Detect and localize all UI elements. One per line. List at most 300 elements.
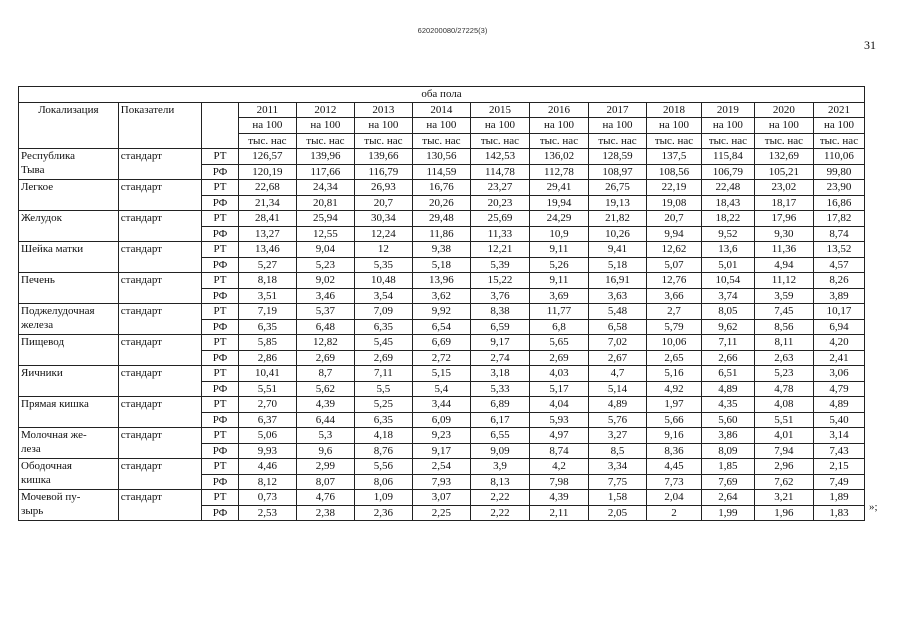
value-cell: 10,41 — [238, 366, 296, 382]
localization-line1: Легкое — [21, 181, 54, 193]
value-cell: 5,5 — [354, 381, 412, 397]
value-cell: 29,41 — [529, 180, 588, 196]
value-cell: 3,86 — [701, 428, 754, 444]
value-cell: 3,76 — [470, 288, 529, 304]
value-cell: 10,48 — [354, 273, 412, 289]
value-cell: 1,96 — [754, 505, 813, 521]
value-cell: 5,85 — [238, 335, 296, 351]
table-row — [19, 242, 865, 258]
value-cell: 9,17 — [412, 443, 470, 459]
region-code-rt: РТ — [202, 273, 239, 289]
unit-label: на 100 — [412, 118, 470, 134]
value-cell: 7,11 — [701, 335, 754, 351]
value-cell: 112,78 — [529, 164, 588, 180]
value-cell: 8,5 — [588, 443, 646, 459]
value-cell: 28,41 — [238, 211, 296, 227]
value-cell: 25,94 — [296, 211, 354, 227]
value-cell: 5,39 — [470, 257, 529, 273]
value-cell: 2,63 — [754, 350, 813, 366]
value-cell: 8,38 — [470, 304, 529, 320]
value-cell: 25,69 — [470, 211, 529, 227]
unit-label: тыс. нас — [529, 133, 588, 149]
localization-line2: зырь — [21, 505, 44, 517]
unit-label: на 100 — [296, 118, 354, 134]
value-cell: 9,38 — [412, 242, 470, 258]
value-cell: 6,59 — [470, 319, 529, 335]
value-cell: 6,8 — [529, 319, 588, 335]
region-code-rt: РТ — [202, 242, 239, 258]
value-cell: 4,04 — [529, 397, 588, 413]
region-code-rt: РТ — [202, 304, 239, 320]
value-cell: 5,3 — [296, 428, 354, 444]
value-cell: 2,11 — [529, 505, 588, 521]
indicator-cell: стандарт — [118, 242, 201, 273]
value-cell: 2,96 — [754, 459, 813, 475]
region-code-rt: РТ — [202, 490, 239, 506]
region-code-rf: РФ — [202, 381, 239, 397]
value-cell: 1,85 — [701, 459, 754, 475]
value-cell: 117,66 — [296, 164, 354, 180]
localization-line1: Желудок — [21, 212, 62, 224]
value-cell: 12,62 — [647, 242, 702, 258]
value-cell: 9,52 — [701, 226, 754, 242]
value-cell: 5,06 — [238, 428, 296, 444]
value-cell: 6,48 — [296, 319, 354, 335]
col-header-region — [202, 102, 239, 149]
table-row — [19, 335, 865, 351]
value-cell: 16,86 — [813, 195, 864, 211]
value-cell: 5,79 — [647, 319, 702, 335]
value-cell: 4,18 — [354, 428, 412, 444]
value-cell: 115,84 — [701, 149, 754, 165]
value-cell: 8,26 — [813, 273, 864, 289]
unit-label: тыс. нас — [296, 133, 354, 149]
value-cell: 4,89 — [588, 397, 646, 413]
value-cell: 30,34 — [354, 211, 412, 227]
table-row — [19, 304, 865, 320]
unit-label: на 100 — [238, 118, 296, 134]
value-cell: 6,09 — [412, 412, 470, 428]
value-cell: 137,5 — [647, 149, 702, 165]
value-cell: 3,51 — [238, 288, 296, 304]
value-cell: 5,35 — [354, 257, 412, 273]
value-cell: 9,16 — [647, 428, 702, 444]
value-cell: 7,02 — [588, 335, 646, 351]
value-cell: 13,52 — [813, 242, 864, 258]
value-cell: 2,54 — [412, 459, 470, 475]
value-cell: 3,54 — [354, 288, 412, 304]
value-cell: 7,73 — [647, 474, 702, 490]
value-cell: 11,36 — [754, 242, 813, 258]
unit-label: тыс. нас — [754, 133, 813, 149]
value-cell: 5,56 — [354, 459, 412, 475]
region-code-rf: РФ — [202, 505, 239, 521]
value-cell: 6,55 — [470, 428, 529, 444]
unit-label: тыс. нас — [813, 133, 864, 149]
value-cell: 9,17 — [470, 335, 529, 351]
value-cell: 11,33 — [470, 226, 529, 242]
value-cell: 120,19 — [238, 164, 296, 180]
value-cell: 3,62 — [412, 288, 470, 304]
value-cell: 5,27 — [238, 257, 296, 273]
value-cell: 23,27 — [470, 180, 529, 196]
value-cell: 8,18 — [238, 273, 296, 289]
unit-label: тыс. нас — [647, 133, 702, 149]
value-cell: 2,69 — [354, 350, 412, 366]
value-cell: 9,02 — [296, 273, 354, 289]
value-cell: 13,27 — [238, 226, 296, 242]
value-cell: 8,06 — [354, 474, 412, 490]
localization-line1: Молочная же- — [21, 429, 87, 441]
value-cell: 20,7 — [354, 195, 412, 211]
value-cell: 11,12 — [754, 273, 813, 289]
value-cell: 12 — [354, 242, 412, 258]
value-cell: 126,57 — [238, 149, 296, 165]
region-code-rf: РФ — [202, 164, 239, 180]
value-cell: 20,81 — [296, 195, 354, 211]
value-cell: 0,73 — [238, 490, 296, 506]
value-cell: 8,76 — [354, 443, 412, 459]
value-cell: 15,22 — [470, 273, 529, 289]
value-cell: 19,94 — [529, 195, 588, 211]
value-cell: 7,75 — [588, 474, 646, 490]
value-cell: 4,03 — [529, 366, 588, 382]
indicator-cell: стандарт — [118, 428, 201, 459]
value-cell: 7,49 — [813, 474, 864, 490]
localization-cell — [19, 149, 119, 180]
localization-line1: Ободочная — [21, 460, 72, 472]
value-cell: 4,01 — [754, 428, 813, 444]
localization-line1: Мочевой пу- — [21, 491, 81, 503]
indicator-cell: стандарт — [118, 459, 201, 490]
value-cell: 16,91 — [588, 273, 646, 289]
region-code-rt: РТ — [202, 149, 239, 165]
value-cell: 5,93 — [529, 412, 588, 428]
value-cell: 21,34 — [238, 195, 296, 211]
localization-cell — [19, 459, 119, 490]
value-cell: 22,19 — [647, 180, 702, 196]
value-cell: 21,82 — [588, 211, 646, 227]
region-code-rf: РФ — [202, 226, 239, 242]
table-row — [19, 273, 865, 289]
year-header: 2016 — [529, 102, 588, 118]
value-cell: 2 — [647, 505, 702, 521]
value-cell: 2,65 — [647, 350, 702, 366]
value-cell: 3,34 — [588, 459, 646, 475]
document-id: 620200080/27225(3) — [417, 26, 488, 35]
indicator-cell: стандарт — [118, 180, 201, 211]
value-cell: 9,41 — [588, 242, 646, 258]
value-cell: 22,68 — [238, 180, 296, 196]
value-cell: 23,90 — [813, 180, 864, 196]
value-cell: 9,04 — [296, 242, 354, 258]
indicator-cell: стандарт — [118, 490, 201, 521]
region-code-rt: РТ — [202, 335, 239, 351]
value-cell: 5,62 — [296, 381, 354, 397]
value-cell: 7,94 — [754, 443, 813, 459]
value-cell: 8,74 — [813, 226, 864, 242]
value-cell: 18,22 — [701, 211, 754, 227]
value-cell: 8,11 — [754, 335, 813, 351]
value-cell: 108,97 — [588, 164, 646, 180]
value-cell: 110,06 — [813, 149, 864, 165]
value-cell: 6,89 — [470, 397, 529, 413]
unit-label: на 100 — [701, 118, 754, 134]
value-cell: 4,78 — [754, 381, 813, 397]
value-cell: 13,6 — [701, 242, 754, 258]
value-cell: 4,79 — [813, 381, 864, 397]
page-number: 31 — [864, 38, 876, 52]
localization-cell — [19, 242, 119, 273]
unit-label: на 100 — [354, 118, 412, 134]
year-header: 2011 — [238, 102, 296, 118]
value-cell: 5,18 — [588, 257, 646, 273]
value-cell: 5,17 — [529, 381, 588, 397]
value-cell: 3,44 — [412, 397, 470, 413]
value-cell: 4,94 — [754, 257, 813, 273]
table-row — [19, 366, 865, 382]
value-cell: 1,83 — [813, 505, 864, 521]
unit-label: на 100 — [470, 118, 529, 134]
value-cell: 26,93 — [354, 180, 412, 196]
value-cell: 12,55 — [296, 226, 354, 242]
value-cell: 20,26 — [412, 195, 470, 211]
unit-label: тыс. нас — [470, 133, 529, 149]
region-code-rt: РТ — [202, 211, 239, 227]
value-cell: 5,26 — [529, 257, 588, 273]
value-cell: 7,98 — [529, 474, 588, 490]
value-cell: 9,30 — [754, 226, 813, 242]
value-cell: 5,76 — [588, 412, 646, 428]
value-cell: 1,58 — [588, 490, 646, 506]
localization-line2: Тыва — [21, 164, 45, 176]
value-cell: 8,09 — [701, 443, 754, 459]
region-code-rf: РФ — [202, 443, 239, 459]
closing-quote: »; — [869, 501, 878, 513]
value-cell: 6,17 — [470, 412, 529, 428]
localization-cell — [19, 428, 119, 459]
value-cell: 9,09 — [470, 443, 529, 459]
value-cell: 105,21 — [754, 164, 813, 180]
unit-label: тыс. нас — [588, 133, 646, 149]
value-cell: 3,59 — [754, 288, 813, 304]
value-cell: 136,02 — [529, 149, 588, 165]
indicator-cell: стандарт — [118, 335, 201, 366]
value-cell: 10,9 — [529, 226, 588, 242]
year-header: 2020 — [754, 102, 813, 118]
value-cell: 8,7 — [296, 366, 354, 382]
value-cell: 5,07 — [647, 257, 702, 273]
value-cell: 1,99 — [701, 505, 754, 521]
indicator-cell: стандарт — [118, 304, 201, 335]
value-cell: 20,7 — [647, 211, 702, 227]
localization-cell — [19, 211, 119, 242]
value-cell: 139,66 — [354, 149, 412, 165]
unit-label: на 100 — [754, 118, 813, 134]
value-cell: 6,69 — [412, 335, 470, 351]
year-header: 2015 — [470, 102, 529, 118]
indicator-cell: стандарт — [118, 366, 201, 397]
localization-cell — [19, 304, 119, 335]
region-code-rf: РФ — [202, 319, 239, 335]
value-cell: 2,22 — [470, 490, 529, 506]
value-cell: 10,06 — [647, 335, 702, 351]
value-cell: 5,23 — [754, 366, 813, 382]
value-cell: 2,7 — [647, 304, 702, 320]
value-cell: 3,69 — [529, 288, 588, 304]
value-cell: 17,96 — [754, 211, 813, 227]
table-row — [19, 149, 865, 165]
value-cell: 26,75 — [588, 180, 646, 196]
value-cell: 3,66 — [647, 288, 702, 304]
table-row — [19, 211, 865, 227]
year-header: 2021 — [813, 102, 864, 118]
value-cell: 4,46 — [238, 459, 296, 475]
value-cell: 130,56 — [412, 149, 470, 165]
value-cell: 6,94 — [813, 319, 864, 335]
value-cell: 5,15 — [412, 366, 470, 382]
value-cell: 2,70 — [238, 397, 296, 413]
value-cell: 5,48 — [588, 304, 646, 320]
value-cell: 5,23 — [296, 257, 354, 273]
value-cell: 5,37 — [296, 304, 354, 320]
value-cell: 22,48 — [701, 180, 754, 196]
value-cell: 7,62 — [754, 474, 813, 490]
value-cell: 9,11 — [529, 242, 588, 258]
value-cell: 9,11 — [529, 273, 588, 289]
unit-label: тыс. нас — [412, 133, 470, 149]
localization-line2: леза — [21, 443, 41, 455]
value-cell: 2,53 — [238, 505, 296, 521]
value-cell: 2,25 — [412, 505, 470, 521]
value-cell: 8,74 — [529, 443, 588, 459]
value-cell: 128,59 — [588, 149, 646, 165]
value-cell: 4,45 — [647, 459, 702, 475]
localization-line1: Прямая кишка — [21, 398, 89, 410]
value-cell: 7,09 — [354, 304, 412, 320]
value-cell: 3,27 — [588, 428, 646, 444]
value-cell: 5,51 — [238, 381, 296, 397]
value-cell: 8,12 — [238, 474, 296, 490]
value-cell: 4,39 — [296, 397, 354, 413]
value-cell: 4,57 — [813, 257, 864, 273]
region-code-rf: РФ — [202, 350, 239, 366]
value-cell: 3,14 — [813, 428, 864, 444]
value-cell: 10,54 — [701, 273, 754, 289]
value-cell: 2,64 — [701, 490, 754, 506]
value-cell: 4,39 — [529, 490, 588, 506]
value-cell: 20,23 — [470, 195, 529, 211]
value-cell: 8,05 — [701, 304, 754, 320]
value-cell: 2,36 — [354, 505, 412, 521]
value-cell: 6,58 — [588, 319, 646, 335]
value-cell: 5,16 — [647, 366, 702, 382]
value-cell: 4,89 — [813, 397, 864, 413]
value-cell: 2,41 — [813, 350, 864, 366]
value-cell: 5,33 — [470, 381, 529, 397]
value-cell: 5,01 — [701, 257, 754, 273]
year-header-row — [19, 102, 865, 118]
localization-cell — [19, 180, 119, 211]
unit-label: тыс. нас — [701, 133, 754, 149]
value-cell: 10,26 — [588, 226, 646, 242]
value-cell: 7,43 — [813, 443, 864, 459]
unit-label: на 100 — [588, 118, 646, 134]
year-header: 2013 — [354, 102, 412, 118]
localization-line1: Шейка матки — [21, 243, 84, 255]
value-cell: 7,69 — [701, 474, 754, 490]
region-code-rf: РФ — [202, 288, 239, 304]
value-cell: 12,76 — [647, 273, 702, 289]
value-cell: 10,17 — [813, 304, 864, 320]
value-cell: 4,08 — [754, 397, 813, 413]
value-cell: 6,54 — [412, 319, 470, 335]
value-cell: 7,93 — [412, 474, 470, 490]
value-cell: 6,35 — [354, 319, 412, 335]
value-cell: 1,97 — [647, 397, 702, 413]
value-cell: 12,24 — [354, 226, 412, 242]
value-cell: 3,06 — [813, 366, 864, 382]
value-cell: 8,56 — [754, 319, 813, 335]
value-cell: 19,13 — [588, 195, 646, 211]
group-header-row — [19, 87, 865, 103]
region-code-rf: РФ — [202, 257, 239, 273]
localization-cell — [19, 273, 119, 304]
value-cell: 5,40 — [813, 412, 864, 428]
indicator-cell: стандарт — [118, 149, 201, 180]
value-cell: 2,38 — [296, 505, 354, 521]
value-cell: 1,09 — [354, 490, 412, 506]
statistics-table — [18, 86, 865, 521]
value-cell: 6,51 — [701, 366, 754, 382]
value-cell: 16,76 — [412, 180, 470, 196]
value-cell: 2,05 — [588, 505, 646, 521]
value-cell: 9,92 — [412, 304, 470, 320]
localization-line1: Печень — [21, 274, 55, 286]
value-cell: 99,80 — [813, 164, 864, 180]
region-code-rf: РФ — [202, 474, 239, 490]
value-cell: 13,96 — [412, 273, 470, 289]
localization-cell — [19, 397, 119, 428]
region-code-rt: РТ — [202, 397, 239, 413]
value-cell: 6,44 — [296, 412, 354, 428]
unit-label: на 100 — [647, 118, 702, 134]
value-cell: 11,86 — [412, 226, 470, 242]
value-cell: 18,17 — [754, 195, 813, 211]
value-cell: 13,46 — [238, 242, 296, 258]
value-cell: 9,23 — [412, 428, 470, 444]
table-row — [19, 397, 865, 413]
value-cell: 3,63 — [588, 288, 646, 304]
localization-line1: Республика — [21, 150, 76, 162]
value-cell: 29,48 — [412, 211, 470, 227]
value-cell: 2,15 — [813, 459, 864, 475]
localization-line1: Яичники — [21, 367, 63, 379]
value-cell: 106,79 — [701, 164, 754, 180]
col-header-localization: Локализация — [19, 102, 119, 149]
value-cell: 4,97 — [529, 428, 588, 444]
indicator-cell: стандарт — [118, 397, 201, 428]
value-cell: 2,22 — [470, 505, 529, 521]
value-cell: 2,67 — [588, 350, 646, 366]
region-code-rf: РФ — [202, 195, 239, 211]
value-cell: 3,9 — [470, 459, 529, 475]
value-cell: 8,36 — [647, 443, 702, 459]
value-cell: 9,93 — [238, 443, 296, 459]
value-cell: 5,45 — [354, 335, 412, 351]
region-code-rt: РТ — [202, 180, 239, 196]
localization-line1: Поджелудочная — [21, 305, 95, 317]
